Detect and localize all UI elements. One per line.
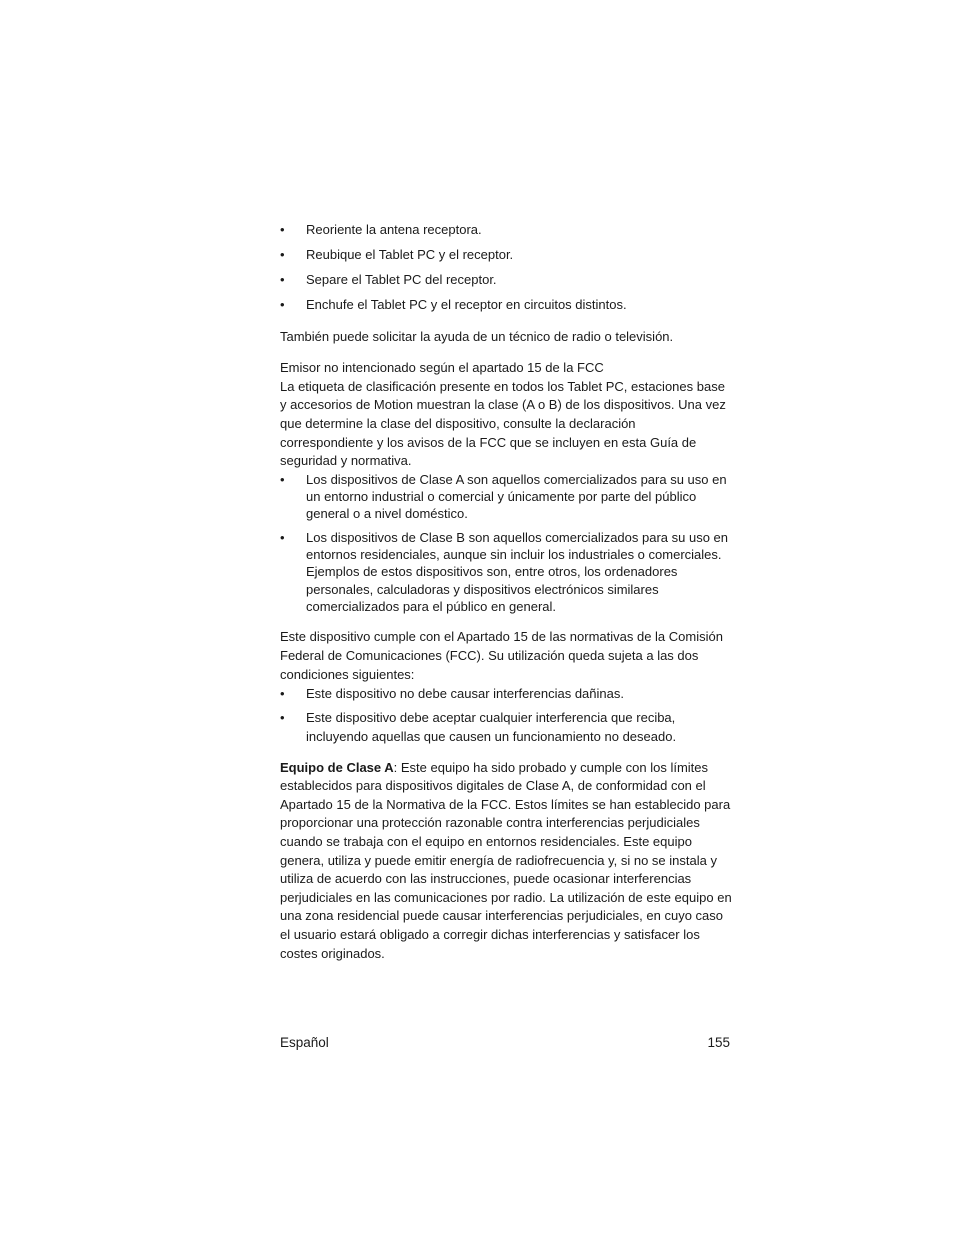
- label-paragraph: La etiqueta de clasificación presente en todos los Tablet PC, estaciones base y accesorios de Motion muestran la clase (A o B) de los dispositivos. Una vez que determine la clase del dispositivo, consulte la declaración correspondiente y los avisos de la FCC que se incluyen en esta Guía de seguridad y normativa.: [280, 378, 726, 469]
- compliance-paragraph: Este dispositivo cumple con el Apartado 15 de las normativas de la Comisión Federal de Comunicaciones (FCC). Su utilización queda sujeta a las dos condiciones siguientes:: [280, 629, 723, 682]
- list-item: [280, 246, 732, 265]
- device-class-list: [280, 471, 732, 616]
- bullet-icon: •: [280, 222, 285, 237]
- list-item-text: Los dispositivos de Clase B son aquellos comercializados para su uso en entornos residenciales, aunque sin incluir los industriales o comerciales. Ejemplos de estos dispositivos son, entre otros, los ordenadores personales, calculadoras y dispositivos electrónicos similares comercializados para el público en general.: [306, 529, 729, 615]
- conditions-list: [280, 684, 732, 746]
- bullet-icon: •: [280, 246, 285, 262]
- bullet-icon: •: [280, 471, 285, 487]
- bullet-icon: •: [280, 529, 285, 545]
- class-a-text: : Este equipo ha sido probado y cumple con los límites establecidos para dispositivos digitales de Clase A, de conformidad con el Apartado 15 de la Normativa de la FCC. Estos límites se han establecido para proporcionar una protección razonable contra interferencias perjudiciales cuando se trabaja con el equipo en entornos residenciales. Este equipo genera, utiliza y puede emitir energía de radiofrecuencia y, si no se instala y utiliza de acuerdo con las instrucciones, puede ocasionar interferencias perjudiciales en las comunicaciones por radio. La utilización de este equipo en una zona residencial puede causar interferencias perjudiciales, en cuyo caso el usuario estará obligado a corregir dichas interferencias y satisfacer los costes originados.: [280, 759, 732, 961]
- list-item-text: Enchufe el Tablet PC y el receptor en circuitos distintos.: [306, 296, 627, 312]
- list-item-text: Los dispositivos de Clase A son aquellos comercializados para su uso en un entorno industrial o comercial y únicamente por parte del público general o a nivel doméstico.: [306, 471, 727, 522]
- list-item: [280, 708, 732, 746]
- bullet-icon: •: [280, 686, 285, 702]
- list-item: [280, 271, 732, 290]
- list-item-text: Reubique el Tablet PC y el receptor.: [306, 246, 514, 262]
- interference-remedies-list: [280, 221, 732, 315]
- page-body: [280, 221, 732, 963]
- list-item: [280, 529, 732, 615]
- list-item-text: Separe el Tablet PC del receptor.: [306, 271, 497, 287]
- list-item: [280, 684, 732, 703]
- list-item: [280, 296, 732, 315]
- bullet-icon: •: [280, 271, 285, 287]
- page-number: 155: [707, 1035, 730, 1050]
- help-paragraph: También puede solicitar la ayuda de un técnico de radio o televisión.: [280, 328, 674, 344]
- class-a-label: Equipo de Clase A: [280, 759, 394, 775]
- list-item: [280, 471, 732, 523]
- list-item-text: Reoriente la antena receptora.: [306, 222, 482, 237]
- list-item-text: Este dispositivo debe aceptar cualquier interferencia que reciba, incluyendo aquellas que causen un funcionamiento no deseado.: [306, 709, 677, 744]
- list-item: [280, 221, 732, 240]
- class-a-paragraph: [280, 759, 732, 964]
- section-heading: Emisor no intencionado según el apartado 15 de la FCC: [280, 360, 604, 376]
- list-item-text: Este dispositivo no debe causar interferencias dañinas.: [306, 686, 624, 702]
- bullet-icon: •: [280, 709, 285, 725]
- footer-language: Español: [280, 1035, 329, 1050]
- bullet-icon: •: [280, 296, 285, 312]
